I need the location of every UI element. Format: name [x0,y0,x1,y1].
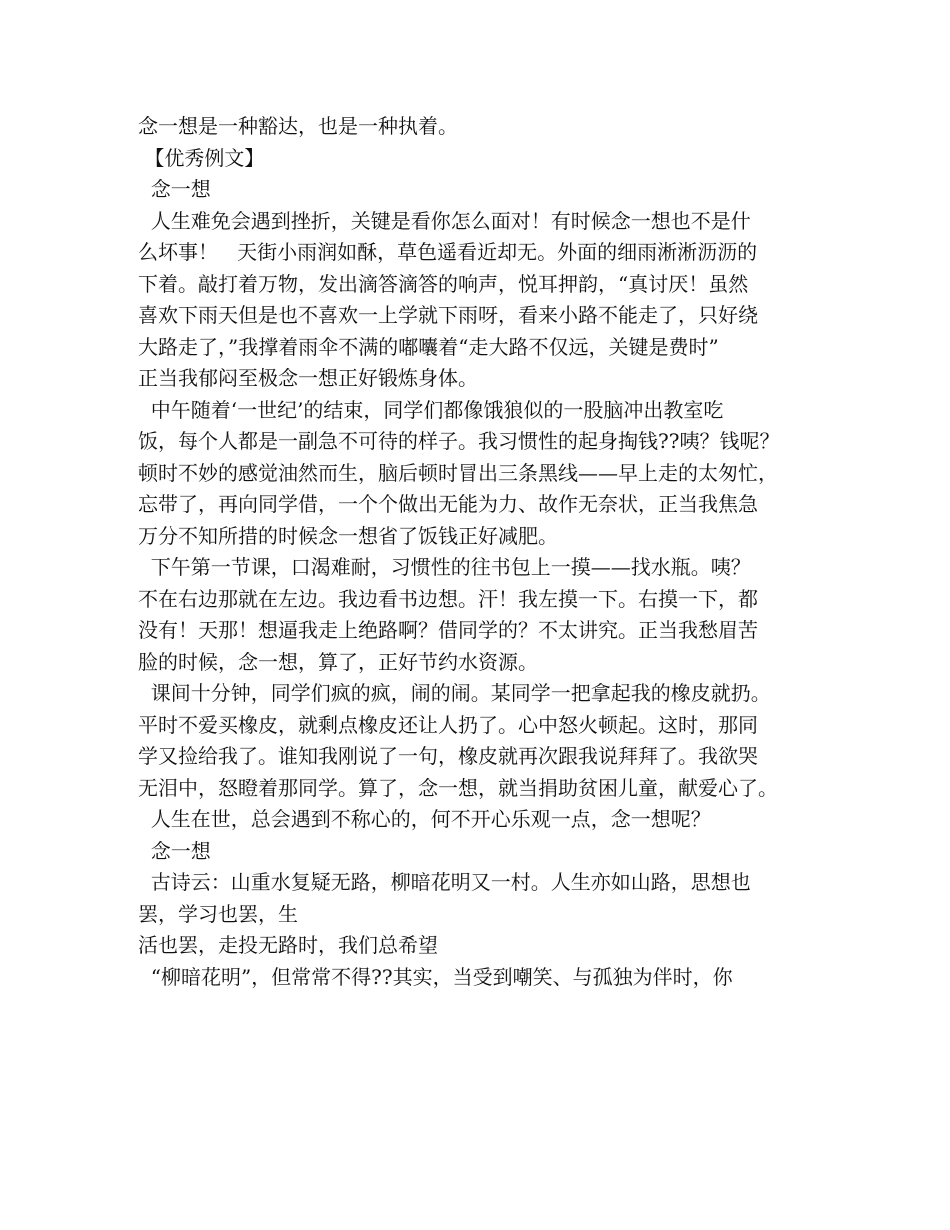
text-line: 大路走了，”我撑着雨伞不满的嘟囔着“走大路不仅远，关键是费时” [138,334,719,359]
text-line: 正当我郁闷至极念一想正好锻炼身体。 [138,366,478,390]
text-line: 下午第一节课，口渴难耐，习惯性的往书包上一摸——找水瓶。咦？ [138,555,751,579]
text-line: 古诗云：山重水复疑无路，柳暗花明又一村。人生亦如山路，思想也 [138,870,751,894]
text-line: 人生在世，总会遇到不称心的，何不开心乐观一点，念一想呢？ [138,807,711,831]
text-line: 无泪中，怒瞪着那同学。算了，念一想，就当捐助贫困儿童，献爱心了。 [138,775,778,800]
text-line: 脸的时候，念一想，算了，正好节约水资源。 [138,649,538,674]
text-line: 万分不知所措的时候念一想省了饭钱正好减肥。 [138,523,558,548]
text-line: 饭，每个人都是一副急不可待的样子。我习惯性的起身掏钱??咦？钱呢？ [138,429,780,453]
text-line: 喜欢下雨天但是也不喜欢一上学就下雨呀，看来小路不能走了，只好绕 [138,303,758,327]
text-line: “柳暗花明”，但常常不得??其实，当受到嘲笑、与孤独为伴时，你 [138,964,733,989]
text-line: 忘带了，再向同学借，一个个做出无能为力、故作无奈状，正当我焦急 [138,492,758,516]
text-line: 顿时不妙的感觉油然而生，脑后顿时冒出三条黑线——早上走的太匆忙， [138,460,778,485]
text-line: 罢，学习也罢，生 [138,901,298,926]
text-line: 人生难免会遇到挫折，关键是看你怎么面对！有时候念一想也不是什 [138,208,751,233]
text-line: 念一想 [138,177,211,201]
text-line: 中午随着‘一世纪’的结束，同学们都像饿狼似的一股脑冲出教室吃 [138,397,724,422]
essay-body [138,111,818,993]
text-line: 下着。敲打着万物，发出滴答滴答的响声，悦耳押韵，“真讨厌！虽然 [138,271,749,296]
text-line: 念一想 [138,838,211,863]
text-line: 念一想是一种豁达，也是一种执着。 [138,114,458,138]
text-line: 活也罢，走投无路时，我们总希望 [138,933,438,957]
text-line: 没有！天那！想逼我走上绝路啊？借同学的？不太讲究。正当我愁眉苦 [138,618,758,642]
text-line: 学又捡给我了。谁知我刚说了一句，橡皮就再次跟我说拜拜了。我欲哭 [138,744,758,768]
text-line: 课间十分钟，同学们疯的疯，闹的闹。某同学一把拿起我的橡皮就扔。 [138,681,771,705]
text-line: 平时不爱买橡皮，就剩点橡皮还让人扔了。心中怒火顿起。这时，那同 [138,712,758,737]
text-line: 不在右边那就在左边。我边看书边想。汗！我左摸一下。右摸一下，都 [138,586,758,611]
text-line: 【优秀例文】 [138,145,265,170]
text-line: 么坏事！ 天街小雨润如酥，草色遥看近却无。外面的细雨淅淅沥沥的 [138,240,758,264]
